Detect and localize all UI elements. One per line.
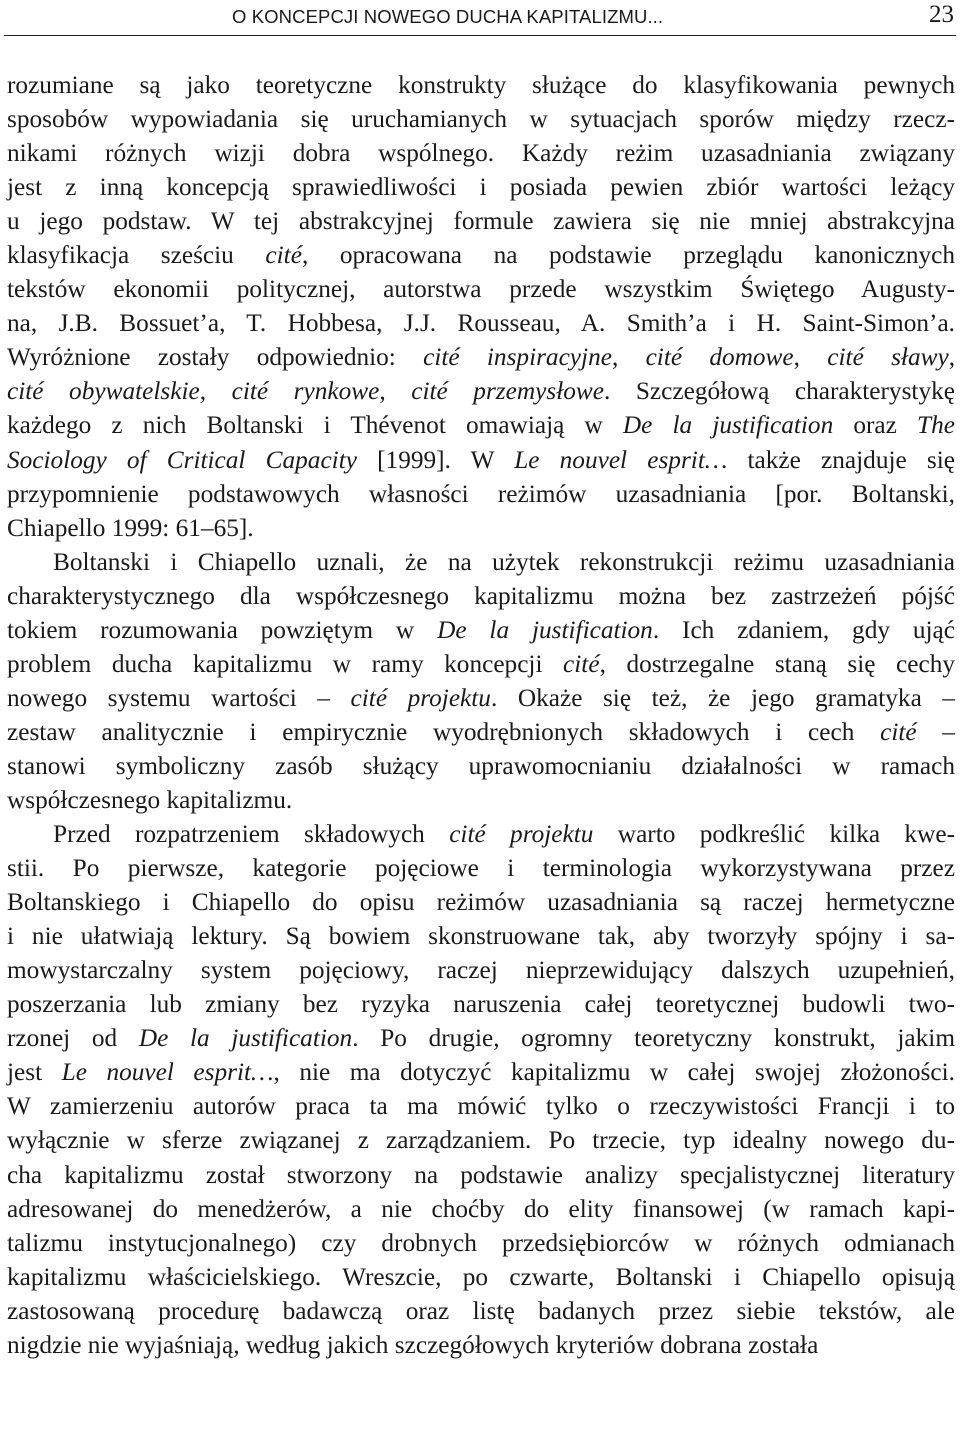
text-line [7,681,955,715]
text-line [7,272,955,306]
text-line [7,340,955,374]
text-line [7,749,955,783]
text-segment: nigdzie nie wyjaśniają, według jakich szczegółowych kryteriów dobrana została [7,1330,819,1359]
italic-segment: De la justification [138,1024,353,1053]
italic-segment: De la justification [622,411,834,440]
text-segment: współczesnego kapitalizmu. [7,785,293,814]
text-segment: tokiem rozumowania powziętym w [7,615,438,644]
text-line [7,919,955,953]
text-segment: każdego z nich Boltanski i Thévenot omawiają w [7,411,623,440]
text-segment: . Po drugie, ogromny teoretyczny konstrukt, jakim [352,1024,955,1053]
text-segment: oraz [833,411,918,440]
text-segment: rozumiane są jako teoretyczne konstrukty służące do klasyfikowania pewnych [7,71,955,99]
text-line [7,136,955,170]
text-segment: adresowanej do menedżerów, a nie choćby do elity finansowej (w ramach kapi- [7,1194,955,1223]
text-line [7,613,955,647]
text-line [7,170,955,204]
text-line [7,477,955,511]
italic-segment: Le nouvel esprit… [61,1058,274,1087]
text-segment: Przed rozpatrzeniem składowych [53,820,450,849]
text-line [7,1260,955,1294]
text-segment: [1999]. W [356,445,515,474]
text-segment: i nie ułatwiają lektury. Są bowiem skonstruowane tak, aby tworzyły spójny i sa- [7,922,955,951]
text-line [7,817,955,851]
italic-segment: De la justification [437,615,653,644]
text-segment: – [916,717,956,746]
text-segment: problem ducha kapitalizmu w ramy koncepcji [7,649,564,678]
italic-segment: cité sławy [827,343,949,372]
text-segment: , [379,377,412,406]
text-line [7,1123,955,1157]
text-line [7,1192,955,1226]
text-segment: . Ich zdaniem, gdy ująć [652,615,955,644]
text-line [7,408,955,442]
text-segment: jest [7,1058,62,1087]
text-line [7,1158,955,1192]
text-segment: na, J.B. Bossuet’a, T. Hobbesa, J.J. Rousseau, A. Smith’a i H. Saint-Simon’a. [7,309,955,338]
text-segment: tekstów ekonomii politycznej, autorstwa przede wszystkim Świętego Augusty- [7,275,955,304]
running-header [0,0,960,36]
text-segment: zestaw analitycznie i empirycznie wyodrębnionych składowych i cech [7,717,881,746]
text-line [7,68,955,102]
text-line [7,511,955,545]
text-segment: Boltanski i Chiapello uznali, że na użytek rekonstrukcji reżimu uzasadniania [53,547,955,576]
italic-segment: The [917,411,955,440]
text-segment: mowystarczalny system pojęciowy, raczej nieprzewidujący dalszych uzupełnień, [7,956,955,985]
text-line [7,1021,955,1055]
text-segment: przypomnienie podstawowych własności reżimów uzasadniania [por. Boltanski, [7,479,955,508]
text-segment: , opracowana na podstawie przeglądu kanonicznych [301,241,955,270]
text-segment: talizmu instytucjonalnego) czy drobnych przedsiębiorców w różnych odmianach [7,1228,955,1257]
italic-segment: cité [563,649,600,678]
text-segment: , nie ma dotyczyć kapitalizmu w całej swojej złożoności. [273,1058,955,1087]
text-line [7,1055,955,1089]
text-segment: , [199,377,232,406]
text-segment: rzonej od [7,1024,139,1053]
running-title: O KONCEPCJI NOWEGO DUCHA KAPITALIZMU... [232,6,664,27]
body-text [7,68,955,1362]
text-segment: W zamierzeniu autorów praca ta ma mówić tylko o rzeczywistości Francji i to [7,1092,955,1121]
text-segment: Wyróżnione zostały odpowiednio: [7,343,424,372]
text-segment: nikami różnych wizji dobra wspólnego. Każdy reżim uzasadniania związany [7,139,955,168]
text-line [7,783,955,817]
text-line [7,851,955,885]
text-segment: , [611,343,646,372]
italic-segment: cité projektu [449,820,594,849]
text-line [7,715,955,749]
text-line [7,1294,955,1328]
text-line [7,306,955,340]
text-line [7,1226,955,1260]
text-line [7,204,955,238]
text-segment: klasyfikacja sześciu [7,241,266,270]
text-segment: . Okaże się też, że jego gramatyka – [490,683,955,712]
text-segment: nowego systemu wartości – [7,683,351,712]
text-segment: zastosowaną procedurę badawczą oraz listę badanych przez siebie tekstów, ale [7,1296,955,1325]
text-segment: cha kapitalizmu został stworzony na podstawie analizy specjalistycznej literatury [7,1160,955,1189]
text-line [7,443,955,477]
text-segment: , [793,343,828,372]
text-segment: Boltanskiego i Chiapello do opisu reżimów uzasadniania są raczej hermetyczne [7,888,955,917]
text-line [7,238,955,272]
text-segment: , dostrzegalne staną się cechy [599,649,955,678]
page-number: 23 [929,1,954,28]
paragraph [7,68,955,545]
text-segment: stii. Po pierwsze, kategorie pojęciowe i terminologia wykorzystywana przez [7,854,955,883]
text-segment: . Szczegółową charakterystykę [603,377,955,406]
text-segment: warto podkreślić kilka kwe- [593,820,956,849]
text-line [7,953,955,987]
text-segment: kapitalizmu właścicielskiego. Wreszcie, po czwarte, Boltanski i Chiapello opisują [7,1262,955,1291]
text-segment: Chiapello 1999: 61–65]. [7,513,254,542]
italic-segment: cité [265,241,302,270]
paragraph [7,545,955,817]
text-line [7,1089,955,1123]
text-segment: u jego podstaw. W tej abstrakcyjnej formule zawiera się nie mniej abstrakcyjna [7,207,955,236]
text-segment: wyłącznie w sferze związanej z zarządzaniem. Po trzecie, typ idealny nowego du- [7,1126,955,1155]
text-line [7,579,955,613]
text-segment: sposobów wypowiadania się uruchamianych w sytuacjach sporów między rzecz- [7,105,955,134]
italic-segment: cité przemysłowe [411,377,604,406]
italic-segment: cité projektu [350,683,491,712]
italic-segment: cité [880,717,917,746]
italic-segment: Sociology of Critical Capacity [7,445,357,474]
text-segment: stanowi symboliczny zasób służący uprawomocnianiu działalności w ramach [7,751,955,780]
italic-segment: cité domowe [645,343,794,372]
text-line [7,647,955,681]
text-line [7,102,955,136]
italic-segment: cité rynkowe [231,377,380,406]
paragraph [7,817,955,1362]
text-segment: jest z inną koncepcją sprawiedliwości i posiada pewien zbiór wartości leżący [7,173,955,202]
text-line [7,374,955,408]
text-line [7,987,955,1021]
italic-segment: cité inspiracyjne [423,343,612,372]
text-line [7,885,955,919]
text-segment: poszerzania lub zmiany bez ryzyka naruszenia całej teoretycznej budowli two- [7,990,955,1019]
header-rule [4,35,956,36]
text-segment: , [948,343,956,372]
italic-segment: cité obywatelskie [7,377,200,406]
text-segment: także znajduje się [727,445,955,474]
text-line [7,1328,955,1362]
italic-segment: Le nouvel esprit… [514,445,728,474]
text-segment: charakterystycznego dla współczesnego kapitalizmu można bez zastrzeżeń pójść [7,581,955,610]
text-line [7,545,955,579]
